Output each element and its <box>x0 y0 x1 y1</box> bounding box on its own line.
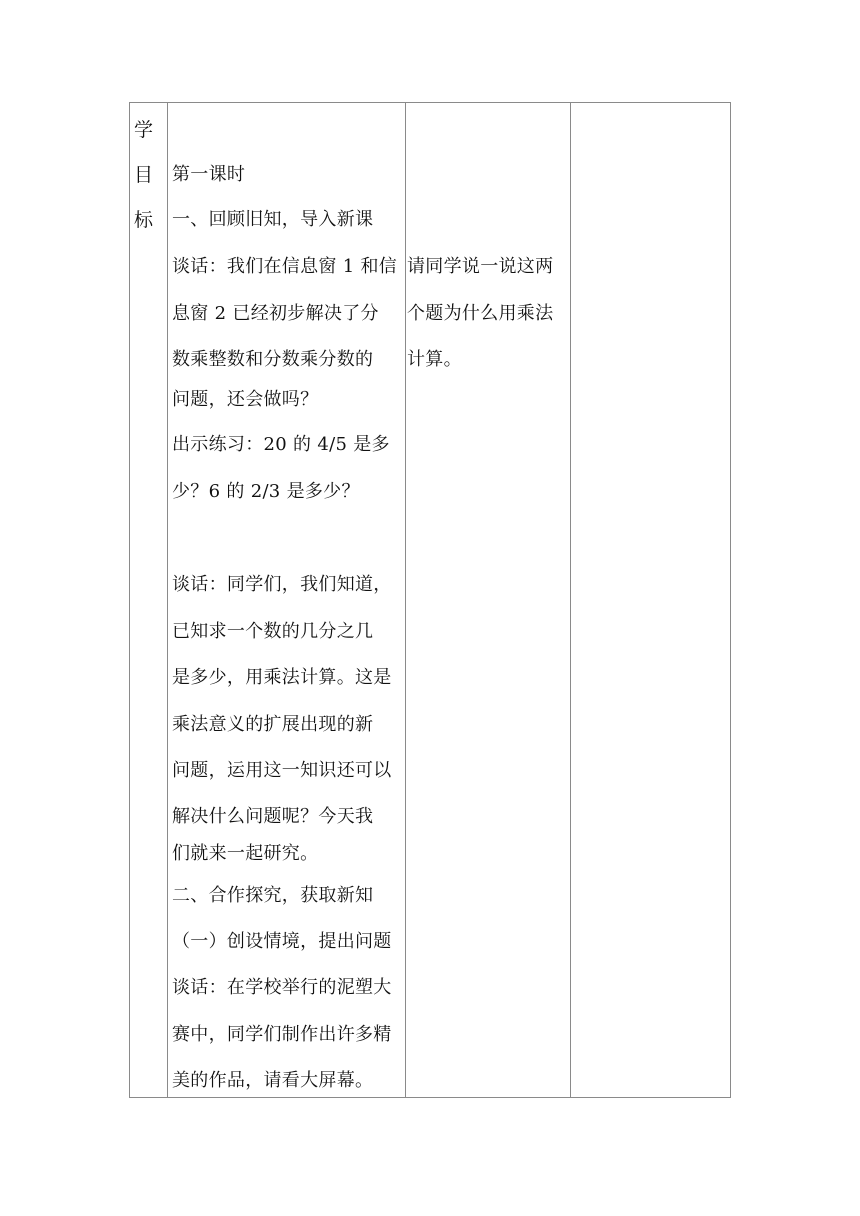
process-line: 问题，还会做吗？ <box>172 389 319 410</box>
process-line: （一）创设情境，提出问题 <box>172 931 392 952</box>
header-char: 学 <box>134 119 154 141</box>
process-line: 问题，运用这一知识还可以 <box>172 760 392 781</box>
process-line: 少？6 的 2/3 是多少？ <box>172 481 360 502</box>
process-line: 解决什么问题呢？今天我 <box>172 806 374 827</box>
design-intent-cell <box>406 103 570 1097</box>
process-line: 二、合作探究，获取新知 <box>172 885 374 906</box>
teaching-process-cell <box>168 103 405 1097</box>
header-char: 目 <box>134 164 154 186</box>
process-line: 息窗 2 已经初步解决了分 <box>172 303 379 324</box>
process-line: 赛中，同学们制作出许多精 <box>172 1024 392 1045</box>
process-line: 是多少，用乘法计算。这是 <box>172 667 392 688</box>
process-line: 已知求一个数的几分之几 <box>172 621 374 642</box>
process-line: 第一课时 <box>172 164 246 185</box>
notes-cell <box>571 103 731 1097</box>
process-line: 一、回顾旧知，导入新课 <box>172 209 374 230</box>
process-line: 数乘整数和分数乘分数的 <box>172 349 374 370</box>
design-line: 请同学说一说这两 <box>407 256 554 277</box>
process-line: 们就来一起研究。 <box>172 843 319 864</box>
process-line: 谈话：在学校举行的泥塑大 <box>172 977 392 998</box>
process-line: 谈话：我们在信息窗 1 和信 <box>172 256 398 277</box>
process-line: 乘法意义的扩展出现的新 <box>172 714 374 735</box>
process-line: 谈话：同学们，我们知道， <box>172 574 392 595</box>
header-column-cell <box>130 103 167 1097</box>
lesson-plan-table <box>129 102 731 1098</box>
process-line: 出示练习：20 的 4/5 是多 <box>172 434 390 455</box>
design-line: 计算。 <box>407 349 462 370</box>
design-line: 个题为什么用乘法 <box>407 303 554 324</box>
header-char: 标 <box>134 209 154 231</box>
process-line: 美的作品，请看大屏幕。 <box>172 1070 374 1091</box>
